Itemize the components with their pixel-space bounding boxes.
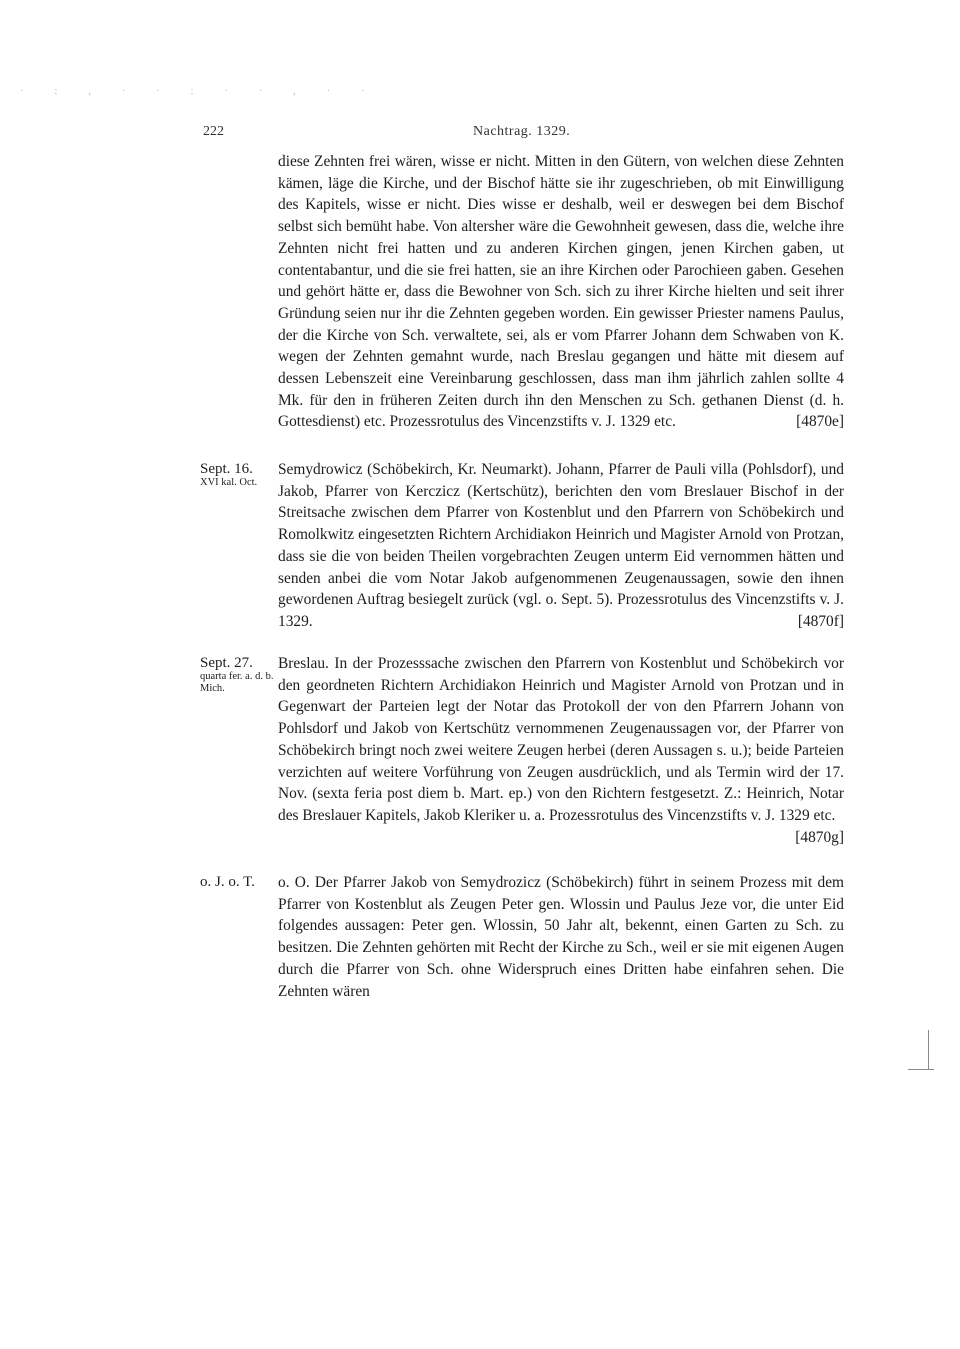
entry-body (278, 151, 844, 433)
margin-date (200, 875, 282, 890)
entry-continuation (200, 151, 850, 471)
margin-rule-mark (908, 1069, 934, 1070)
page-header (203, 124, 843, 146)
margin-date-latin: quarta fer. a. d. b. Mich. (200, 671, 274, 694)
margin-date-label: Sept. 16. (200, 461, 253, 477)
entry-reference: [4870g] (795, 828, 844, 846)
entry-sept-27 (200, 653, 850, 873)
entry-reference: [4870f] (797, 612, 844, 630)
entry-reference: [4870e] (796, 413, 844, 431)
running-title: Nachtrag. 1329. (473, 124, 571, 139)
margin-rule-mark (928, 1030, 929, 1070)
margin-date-label: o. J. o. T. (200, 874, 255, 890)
entry-body (278, 459, 844, 633)
entry-undated (200, 872, 850, 1012)
entry-body (278, 872, 844, 1002)
entry-text: Breslau. In der Prozesssache zwischen den Pfarrern von Kostenblut und Schöbekirch vor den geordneten Richtern Archidiakon Heinrich und Magister Arnold von Protzan und in Gegenwart der Parteien legt der Notar das Protokoll der von den Pfarrern Johann von Pohlsdorf und Jakob von Kertschütz vernommenen Zeugenaussagen vor, der Pfarrer von Schöbekirch bringt noch zwei weitere Zeugen herbei (deren Aussagen s. u.); beide Parteien verzichten auf weitere Vorführung von Zeugen ausdrücklich, und als Termin wird der 17. Nov. (sexta feria post diem b. Mart. ep.) von den Richtern festgesetzt. Z.: Heinrich, Notar des Breslauer Kapitels, Jakob Kleriker u. a. Prozessrotulus des Vincenzstifts v. J. 1329 etc. (278, 655, 844, 824)
entry-sept-16 (200, 459, 850, 659)
margin-date (200, 462, 282, 489)
margin-date-label: Sept. 27. (200, 655, 253, 671)
entry-body (278, 653, 844, 848)
page-number: 222 (203, 124, 224, 139)
entry-text: o. O. Der Pfarrer Jakob von Semydrozicz (Schöbekirch) führt in seinem Prozess mit dem Pfarrer von Kostenblut als Zeugen Peter gen. Wlossin und Paulus Jeze vor, die unter Eid folgendes aussagen: Peter gen. Wlossin, 50 Jahr alt, bekennt, einen Garten zu Sch. zu besitzen. Die Zehnten gehörten mit Recht der Kirche zu Sch., weil er sie mit eigenen Augen durch die Pfarrer von Sch. ohne Widerspruch eines Dritten habe einfahren sehen. Die Zehnten wären (278, 874, 844, 1000)
scan-noise: · : , · · : · · , · · (20, 85, 379, 97)
entry-text: diese Zehnten frei wären, wisse er nicht. Mitten in den Gütern, von welchen diese Zehnten kämen, läge die Kirche, und der Bischof hätte sie ihr zugeschrieben, ob mit Einwilligung des Kapitels, wisse er nicht. Dies wisse er deshalb, weil er deswegen bei dem Bischof selbst sich bemüht habe. Von altersher wäre die Gewohnheit gewesen, dass die, welche ihre Zehnten nicht frei hatten und zu anderen Kirchen gingen, jenen Kirchen gaben, ut contentabantur, und die sie frei hatten, sie an ihre Kirchen oder Parochieen gaben. Gesehen und gehört hätte er, dass die Bewohner von Sch. sich zu ihrer Kirche hielten und seit ihrer Gründung seien nur ihr die Zehnten gegeben worden. Ein gewisser Priester namens Paulus, der die Kirche von Sch. verwaltete, sei, als er vom Pfarrer Johann dem Schwaben von K. wegen der Zehnten gemahnt wurde, nach Breslau gegangen und hätte mit diesem auf dessen Lebenszeit eine Vereinbarung geschlossen, dass man ihm jährlich zahlen sollte 4 Mk. für den in früheren Zeiten durch ihn den Menschen zu Sch. gethanen Dienst (d. h. Gottesdienst) etc. Prozessrotulus des Vincenzstifts v. J. 1329 etc. (278, 153, 844, 431)
entry-text: Semydrowicz (Schöbekirch, Kr. Neumarkt). Johann, Pfarrer de Pauli villa (Pohlsdorf), und Jakob, Pfarrer von Kerczicz (Kertschütz), berichten den vom Breslauer Bischof in der Streitsache zwischen dem Pfarrer von Kostenblut und den Pfarrern von Schöbekirch und Romolkwitz eingesetzten Richtern Archidiakon Heinrich und Magister Arnold von Protzan, dass sie die von beiden Theilen vorgebrachten Zeugen unterm Eid vernommen hätten und senden anbei die vom Notar Jakob aufgenommenen Zeugenaussagen, sowie den ihnen gewordenen Auftrag besiegelt zurück (vgl. o. Sept. 5). Prozessrotulus des Vincenzstifts v. J. 1329. (278, 461, 844, 630)
margin-date (200, 656, 282, 695)
margin-date-latin: XVI kal. Oct. (200, 477, 258, 488)
